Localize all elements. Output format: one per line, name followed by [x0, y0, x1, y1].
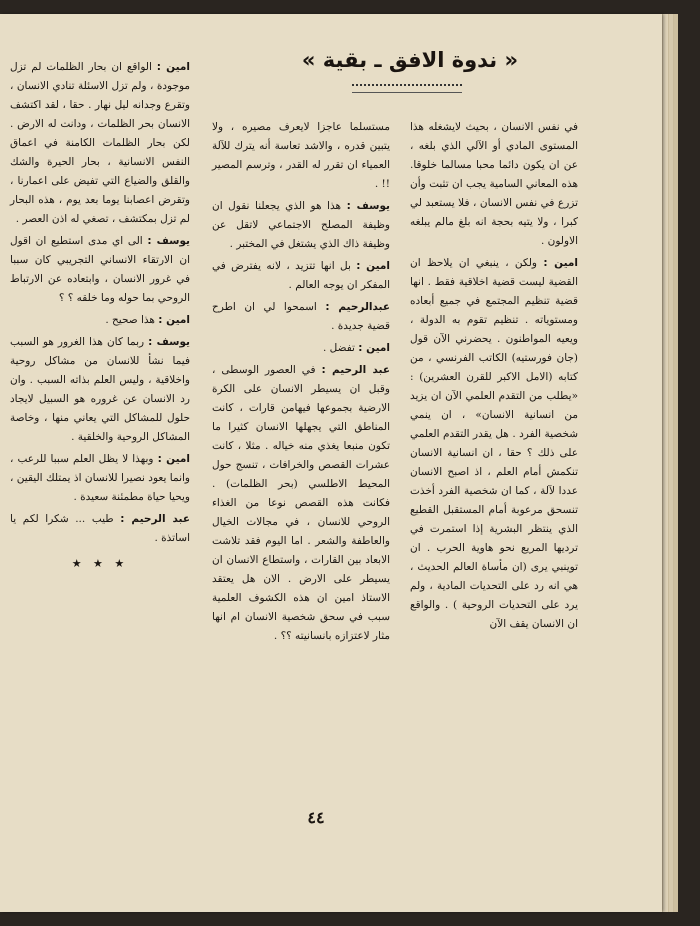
paragraph-text: في العصور الوسطى ، وقبل ان يسيطر الانسان على الكرة الارضية بجموعها فيهامن قارات ، كانت المناطق التي يجهلها الانسان كثيرا ما تكون منبعا يغذي منه خياله . مثلا ، كانت عشرات القصص والخرافات ، تنسج حول المحيط الاطلسي (بحر الظلمات) . فكانت هذه القصص نوعا من الغذاء الروحي للانسان ، في مجالات الخيال والعاطفة والشعر . اما اليوم فقد تلاشت الابعاد بين القارات ، واستطاع الانسان ان يسيطر على الارض . الان هل يعتقد الاستاذ امين ان هذه الكشوف العلمية سبب في سحق شخصية الانسان ام انها مثار لاعتزازه بانسانيته ؟؟ . [212, 364, 390, 642]
column-left [10, 58, 190, 573]
paragraph-text: الواقع ان بحار الظلمات لم تزل موجودة ، ولم تزل الاسئلة تنادي الانسان ، وتقرع وجدانه ليل نهار . حقا ، لقد اكتشف الانسان بحر الظلمات ، ودانت له الارض . لكن بحار الظلمات الكامنة في اعماق النفس الانسانية ، بحار الحيرة والشك والقلق والضياع التي تفيض على اعمارنا ، وتقرض اعصابنا يوما بعد يوم ، هذه البحار لم تزل بمكتشف ، تصغي له اذن العصر . [10, 61, 190, 225]
paragraph-text: هذا هو الذي يجعلنا نقول ان وظيفة المصلح الاجتماعي لاتقل عن وظيفة ذاك الذي يشتغل في المختبر . [212, 200, 390, 250]
speaker-name: امين : [157, 453, 190, 465]
paragraph [212, 197, 390, 254]
paragraph [10, 450, 190, 507]
speaker-name: يوسف : [147, 235, 190, 247]
paragraph-text: في نفس الانسان ، بحيث لايشغله هذا المستوى المادي أو الآلي الذي بلغه ، عن ان يكون دائما محبا مسالما خلوقا. هذه المعاني السامية يجب ان تثبت وأن تزرع في نفس الانسان ، فلا يستعبد لي كبرا ، ولا يتيه بحجة انه بلغ مالم يبلغه الاولون . [410, 121, 578, 247]
speaker-name: امين : [156, 61, 190, 73]
paragraph [212, 257, 390, 295]
paragraph-text: هذا صحيح . [105, 314, 155, 326]
speaker-name: امين : [358, 342, 390, 354]
paragraph-text: وبهذا لا يظل العلم سببا للرعب ، وانما يعود نصيرا للانسان اذ يمتلك اليقين ، ويحيا حياة مطمئنة سعيدة . [10, 453, 190, 503]
speaker-name: عبد الرحيم : [321, 364, 390, 376]
paragraph [410, 118, 578, 251]
paragraph-text: الى اي مدى استطيع ان اقول ان الارتقاء الانساني التجريبي كان سببا في غرور الانسان ، وابتعاده عن الارتباط الروحي بما حوله وما خلقه ؟ ؟ [10, 235, 190, 304]
paragraph-text: ولكن ، ينبغي ان يلاحظ ان القضية ليست قضية اخلاقية فقط . انها قضية تنظيم المجتمع في جميع أبعاده ومستوياته . تنظيم تقوم به الدولة ، ويعيه المواطنون . يحضرني الآن قول (جان فورستيه) الكاتب الفرنسي ، من كتابه (الامل الاكبر للقرن العشرين) : «يطلب من التقدم العلمي الآن ان يزيد من انسانية الانسان» ، ان ينمي شخصية الفرد . هل يقدر التقدم العلمي على ذلك ؟ حقا ، ان انسانية الانسان تنكمش أمام العلم ، اذ اصبح الانسان عددا لآلة ، كما ان شخصية الفرد أخذت تنسحق مرعوبة أمام المستقبل القطيع الذي ينتظر البشرية إذا استمرت في ترديها المريع نحو هاوية الحرب . ان توينبي يرى (ان مأساة العالم الحديث ، هي انه رد على التحديات المادية ، ولم يرد على التحديات الروحية ) . والواقع ان الانسان يقف الآن [410, 257, 578, 630]
page-number: ٤٤ [307, 808, 325, 827]
paragraph [10, 510, 190, 548]
paragraph [212, 339, 390, 358]
paragraph [212, 298, 390, 336]
article-title: « ندوة الافق ـ بقية » [301, 48, 519, 72]
paragraph [410, 254, 578, 634]
speaker-name: امين : [543, 257, 578, 269]
paragraph-text: تفضل . [322, 342, 355, 354]
speaker-name: امين : [158, 314, 190, 326]
speaker-name: يوسف : [346, 200, 390, 212]
page-edge-3 [673, 14, 678, 912]
paragraph [10, 58, 190, 229]
title-underline [352, 84, 462, 93]
paragraph-text: اسمحوا لي ان اطرح قضية جديدة . [212, 301, 390, 332]
column-middle [212, 118, 390, 649]
paragraph [10, 232, 190, 308]
paragraph [10, 333, 190, 447]
speaker-name: عبد الرحيم : [120, 513, 190, 525]
speaker-name: امين : [356, 260, 390, 272]
paragraph [10, 311, 190, 330]
paragraph [212, 118, 390, 194]
paragraph [212, 361, 390, 646]
speaker-name: يوسف : [148, 336, 190, 348]
end-stars: ★ ★ ★ [71, 557, 129, 570]
paragraph-text: ربما كان هذا الغرور هو السبب فيما نشأ للانسان من مشاكل روحية واخلاقية ، وليس العلم بذاته السبب . وان رد الانسان عن غروره هو السبيل لايجاد حلول للمشاكل التي يعاني منها ، وخاصة المشاكل الروحية والخلقية . [10, 336, 190, 443]
paragraph-text: بل انها تتزيد ، لانه يفترض في المفكر ان يوجه العالم . [212, 260, 390, 291]
paragraph-text: طيب ... شكرا لكم يا اساتذة . [10, 513, 190, 544]
paragraph-text: مستسلما عاجزا لايعرف مصيره ، ولا يتبين قدره ، والاشد تعاسة أنه يترك للآلة العمياء ان تقرر له القدر ، وترسم المصير !! . [212, 121, 390, 190]
speaker-name: عبدالرحيم : [325, 301, 391, 313]
column-right [410, 118, 578, 637]
